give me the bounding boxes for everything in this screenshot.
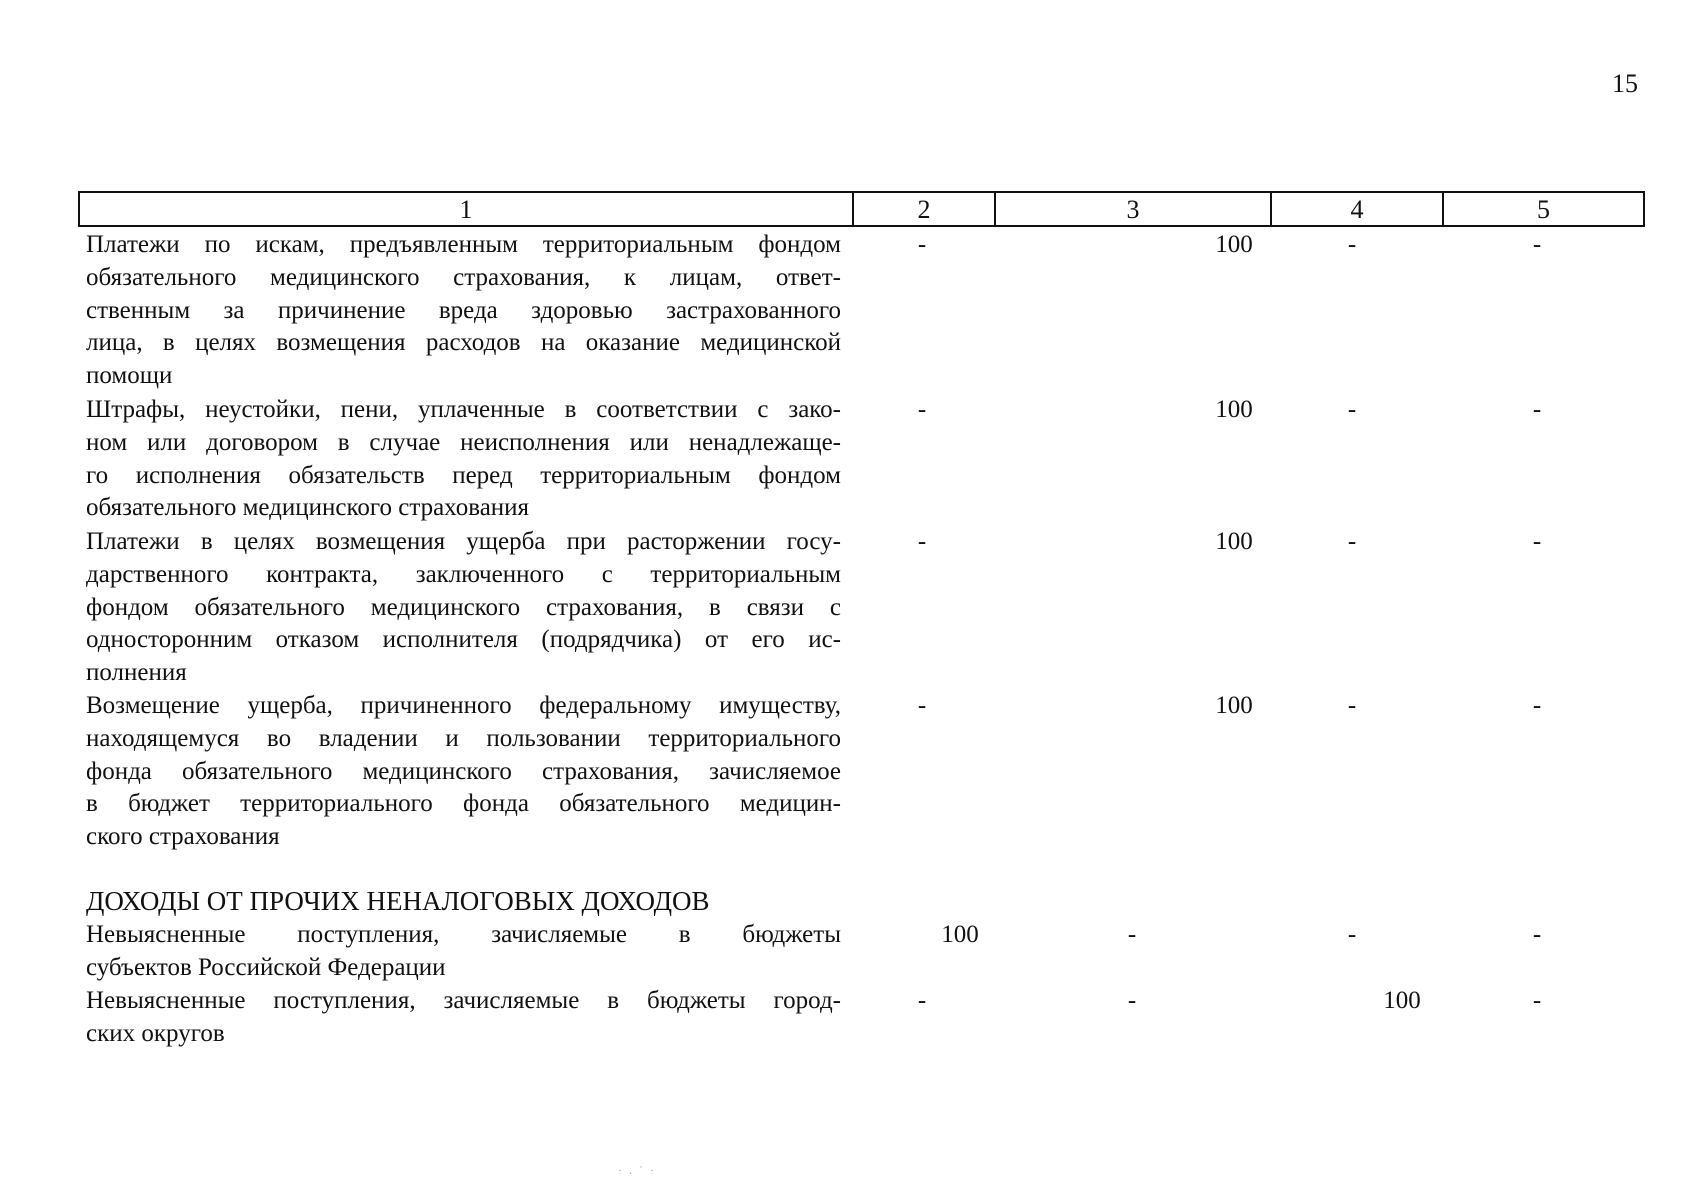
cell-col-3: 100 [1215, 692, 1253, 719]
cell-col-2: - [917, 692, 927, 719]
row-description [86, 985, 841, 1051]
row-text-line: находящемуся во владении и пользовании территориального [86, 724, 841, 752]
row-text-line: полнения [86, 659, 187, 687]
cell-col-4: - [1347, 921, 1357, 948]
cell-col-2: 100 [941, 921, 979, 948]
section-title: ДОХОДЫ ОТ ПРОЧИХ НЕНАЛОГОВЫХ ДОХОДОВ [86, 886, 710, 916]
row-text-line: ном или договором в случае неисполнения или ненадлежаще- [86, 428, 841, 456]
row-text-line: обязательного медицинского страхования [86, 494, 530, 522]
cell-col-5: - [1532, 692, 1542, 719]
row-text-line: в бюджет территориального фонда обязательного медицин- [86, 790, 841, 818]
header-col-1: 1 [80, 193, 854, 225]
row-text-line: ственным за причинение вреда здоровью застрахованного [86, 296, 841, 324]
row-text-line: Платежи в целях возмещения ущерба при расторжении госу- [86, 528, 841, 555]
cell-col-2: - [917, 528, 927, 555]
cell-col-5: - [1532, 921, 1542, 948]
cell-col-3: - [1127, 921, 1137, 948]
cell-col-4: 100 [1383, 987, 1421, 1014]
cell-col-3: 100 [1215, 528, 1253, 555]
row-description [86, 394, 841, 525]
cell-col-4: - [1347, 692, 1357, 719]
row-text-line: фонда обязательного медицинского страхования, зачисляемое [86, 757, 841, 785]
row-text-line: фондом обязательного медицинского страхования, в связи с [86, 593, 841, 621]
header-col-3: 3 [996, 193, 1272, 225]
row-text-line: Невыясненные поступления, зачисляемые в бюджеты [86, 921, 841, 948]
row-text-line: Невыясненные поступления, зачисляемые в бюджеты город- [86, 987, 841, 1014]
row-text-line: Штрафы, неустойки, пени, уплаченные в соответствии с зако- [86, 396, 841, 423]
page-number: 15 [1612, 69, 1638, 98]
row-text-line: лица, в целях возмещения расходов на оказание медицинской [86, 329, 841, 357]
row-description [86, 919, 841, 985]
row-text-line: дарственного контракта, заключенного с территориальным [86, 560, 841, 588]
row-text-line: Возмещение ущерба, причиненного федеральному имуществу, [86, 692, 841, 719]
cell-col-4: - [1347, 396, 1357, 423]
cell-col-5: - [1532, 987, 1542, 1014]
row-description [86, 690, 841, 854]
header-col-4: 4 [1272, 193, 1444, 225]
cell-col-4: - [1347, 528, 1357, 555]
cell-col-3: - [1127, 987, 1137, 1014]
row-text-line: Платежи по искам, предъявленным территориальным фондом [86, 231, 841, 258]
row-description [86, 526, 841, 690]
row-text-line: помощи [86, 362, 173, 390]
row-text-line: односторонним отказом исполнителя (подрядчика) от его ис- [86, 626, 841, 654]
row-description [86, 229, 841, 393]
cell-col-3: 100 [1215, 396, 1253, 423]
row-text-line: ских округов [86, 1019, 225, 1047]
row-text-line: ского страхования [86, 823, 280, 851]
cell-col-5: - [1532, 528, 1542, 555]
cell-col-2: - [917, 396, 927, 423]
cell-col-2: - [917, 987, 927, 1014]
row-text-line: го исполнения обязательств перед территориальным фондом [86, 461, 841, 489]
row-text-line: субъектов Российской Федерации [86, 953, 446, 981]
header-col-2: 2 [854, 193, 996, 225]
cell-col-5: - [1532, 396, 1542, 423]
cell-col-5: - [1532, 231, 1542, 258]
cell-col-3: 100 [1215, 231, 1253, 258]
cell-col-4: - [1347, 231, 1357, 258]
table-header [78, 191, 1645, 227]
row-text-line: обязательного медицинского страхования, к лицам, ответ- [86, 263, 841, 291]
header-col-5: 5 [1537, 195, 1550, 224]
cell-col-2: - [917, 231, 927, 258]
scan-artifact: · . ˙ · [618, 1163, 656, 1177]
